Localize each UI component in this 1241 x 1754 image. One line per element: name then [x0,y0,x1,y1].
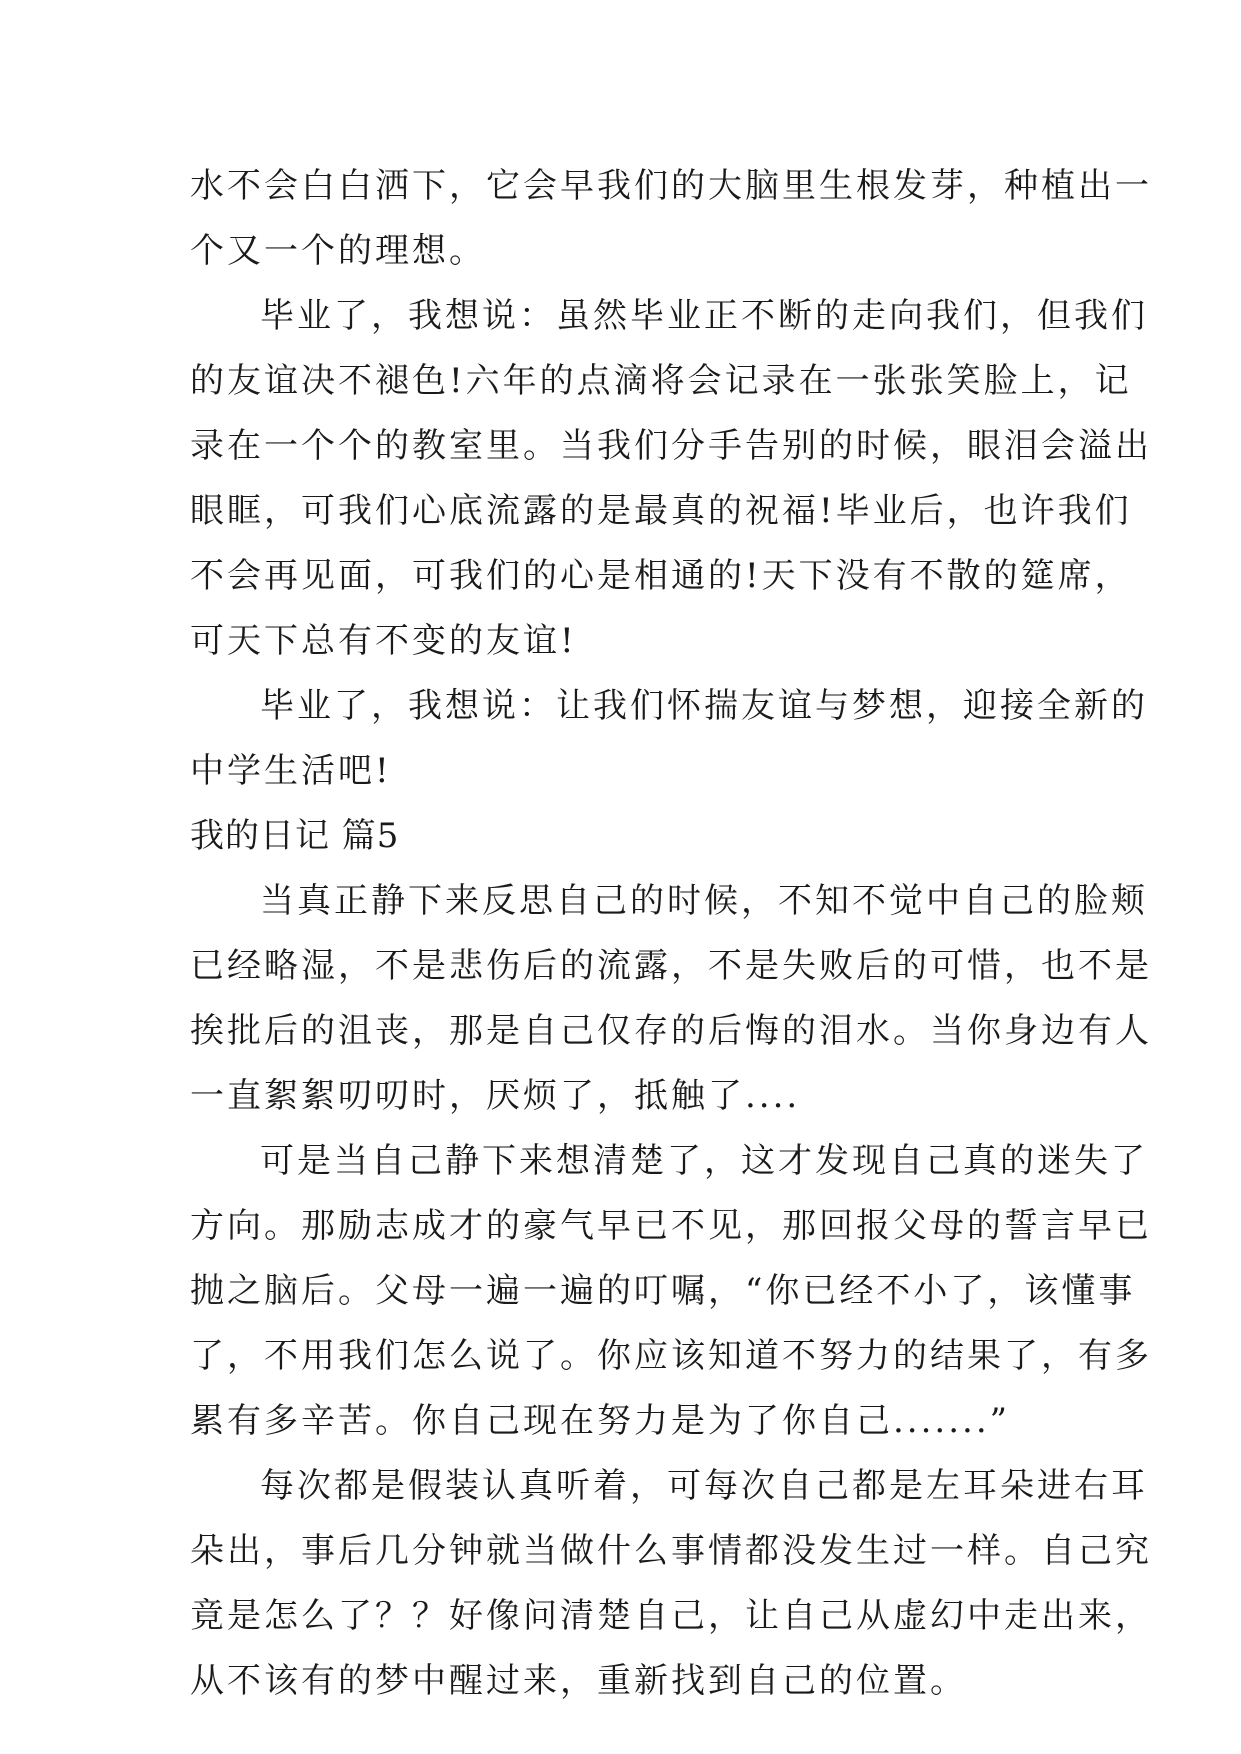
text-line: 个又一个的理想。 [190,231,486,271]
text-line: 方向。那励志成才的豪气早已不见，那回报父母的誓言早已 [190,1206,1152,1246]
text-line: 中学生活吧! [190,751,392,791]
text-line: 挨批后的沮丧，那是自己仅存的后悔的泪水。当你身边有人 [190,1011,1152,1051]
section-heading: 我的日记 篇5 [190,816,400,856]
text-line: 朵出，事后几分钟就当做什么事情都没发生过一样。自己究 [190,1531,1152,1571]
text-line: 录在一个个的教室里。当我们分手告别的时候，眼泪会溢出 [190,426,1152,466]
text-line: 水不会白白洒下，它会早我们的大脑里生根发芽，种植出一 [190,166,1152,206]
text-line: 一直絮絮叨叨时，厌烦了，抵触了.... [190,1076,801,1116]
text-line: 眼眶，可我们心底流露的是最真的祝福!毕业后，也许我们 [190,491,1132,531]
text-line: 当真正静下来反思自己的时候，不知不觉中自己的脸颊 [260,881,1148,921]
text-line: 不会再见面，可我们的心是相通的!天下没有不散的筵席， [190,556,1132,596]
text-line: 的友谊决不褪色!六年的点滴将会记录在一张张笑脸上，记 [190,361,1132,401]
text-line: 已经略湿，不是悲伤后的流露，不是失败后的可惜，也不是 [190,946,1152,986]
text-line: 了，不用我们怎么说了。你应该知道不努力的结果了，有多 [190,1336,1152,1376]
document-body [190,154,1152,1714]
text-line: 竟是怎么了？？好像问清楚自己，让自己从虚幻中走出来， [190,1596,1152,1636]
text-line: 抛之脑后。父母一遍一遍的叮嘱，“你已经不小了，该懂事 [190,1271,1136,1311]
text-line: 毕业了，我想说：让我们怀揣友谊与梦想，迎接全新的 [260,686,1148,726]
text-line: 毕业了，我想说：虽然毕业正不断的走向我们，但我们 [260,296,1148,336]
text-line: 可是当自己静下来想清楚了，这才发现自己真的迷失了 [260,1141,1148,1181]
text-line: 累有多辛苦。你自己现在努力是为了你自己.......” [190,1401,1011,1441]
text-line: 从不该有的梦中醒过来，重新找到自己的位置。 [190,1661,967,1701]
text-line: 可天下总有不变的友谊! [190,621,577,661]
text-line: 每次都是假装认真听着，可每次自己都是左耳朵进右耳 [260,1466,1148,1506]
